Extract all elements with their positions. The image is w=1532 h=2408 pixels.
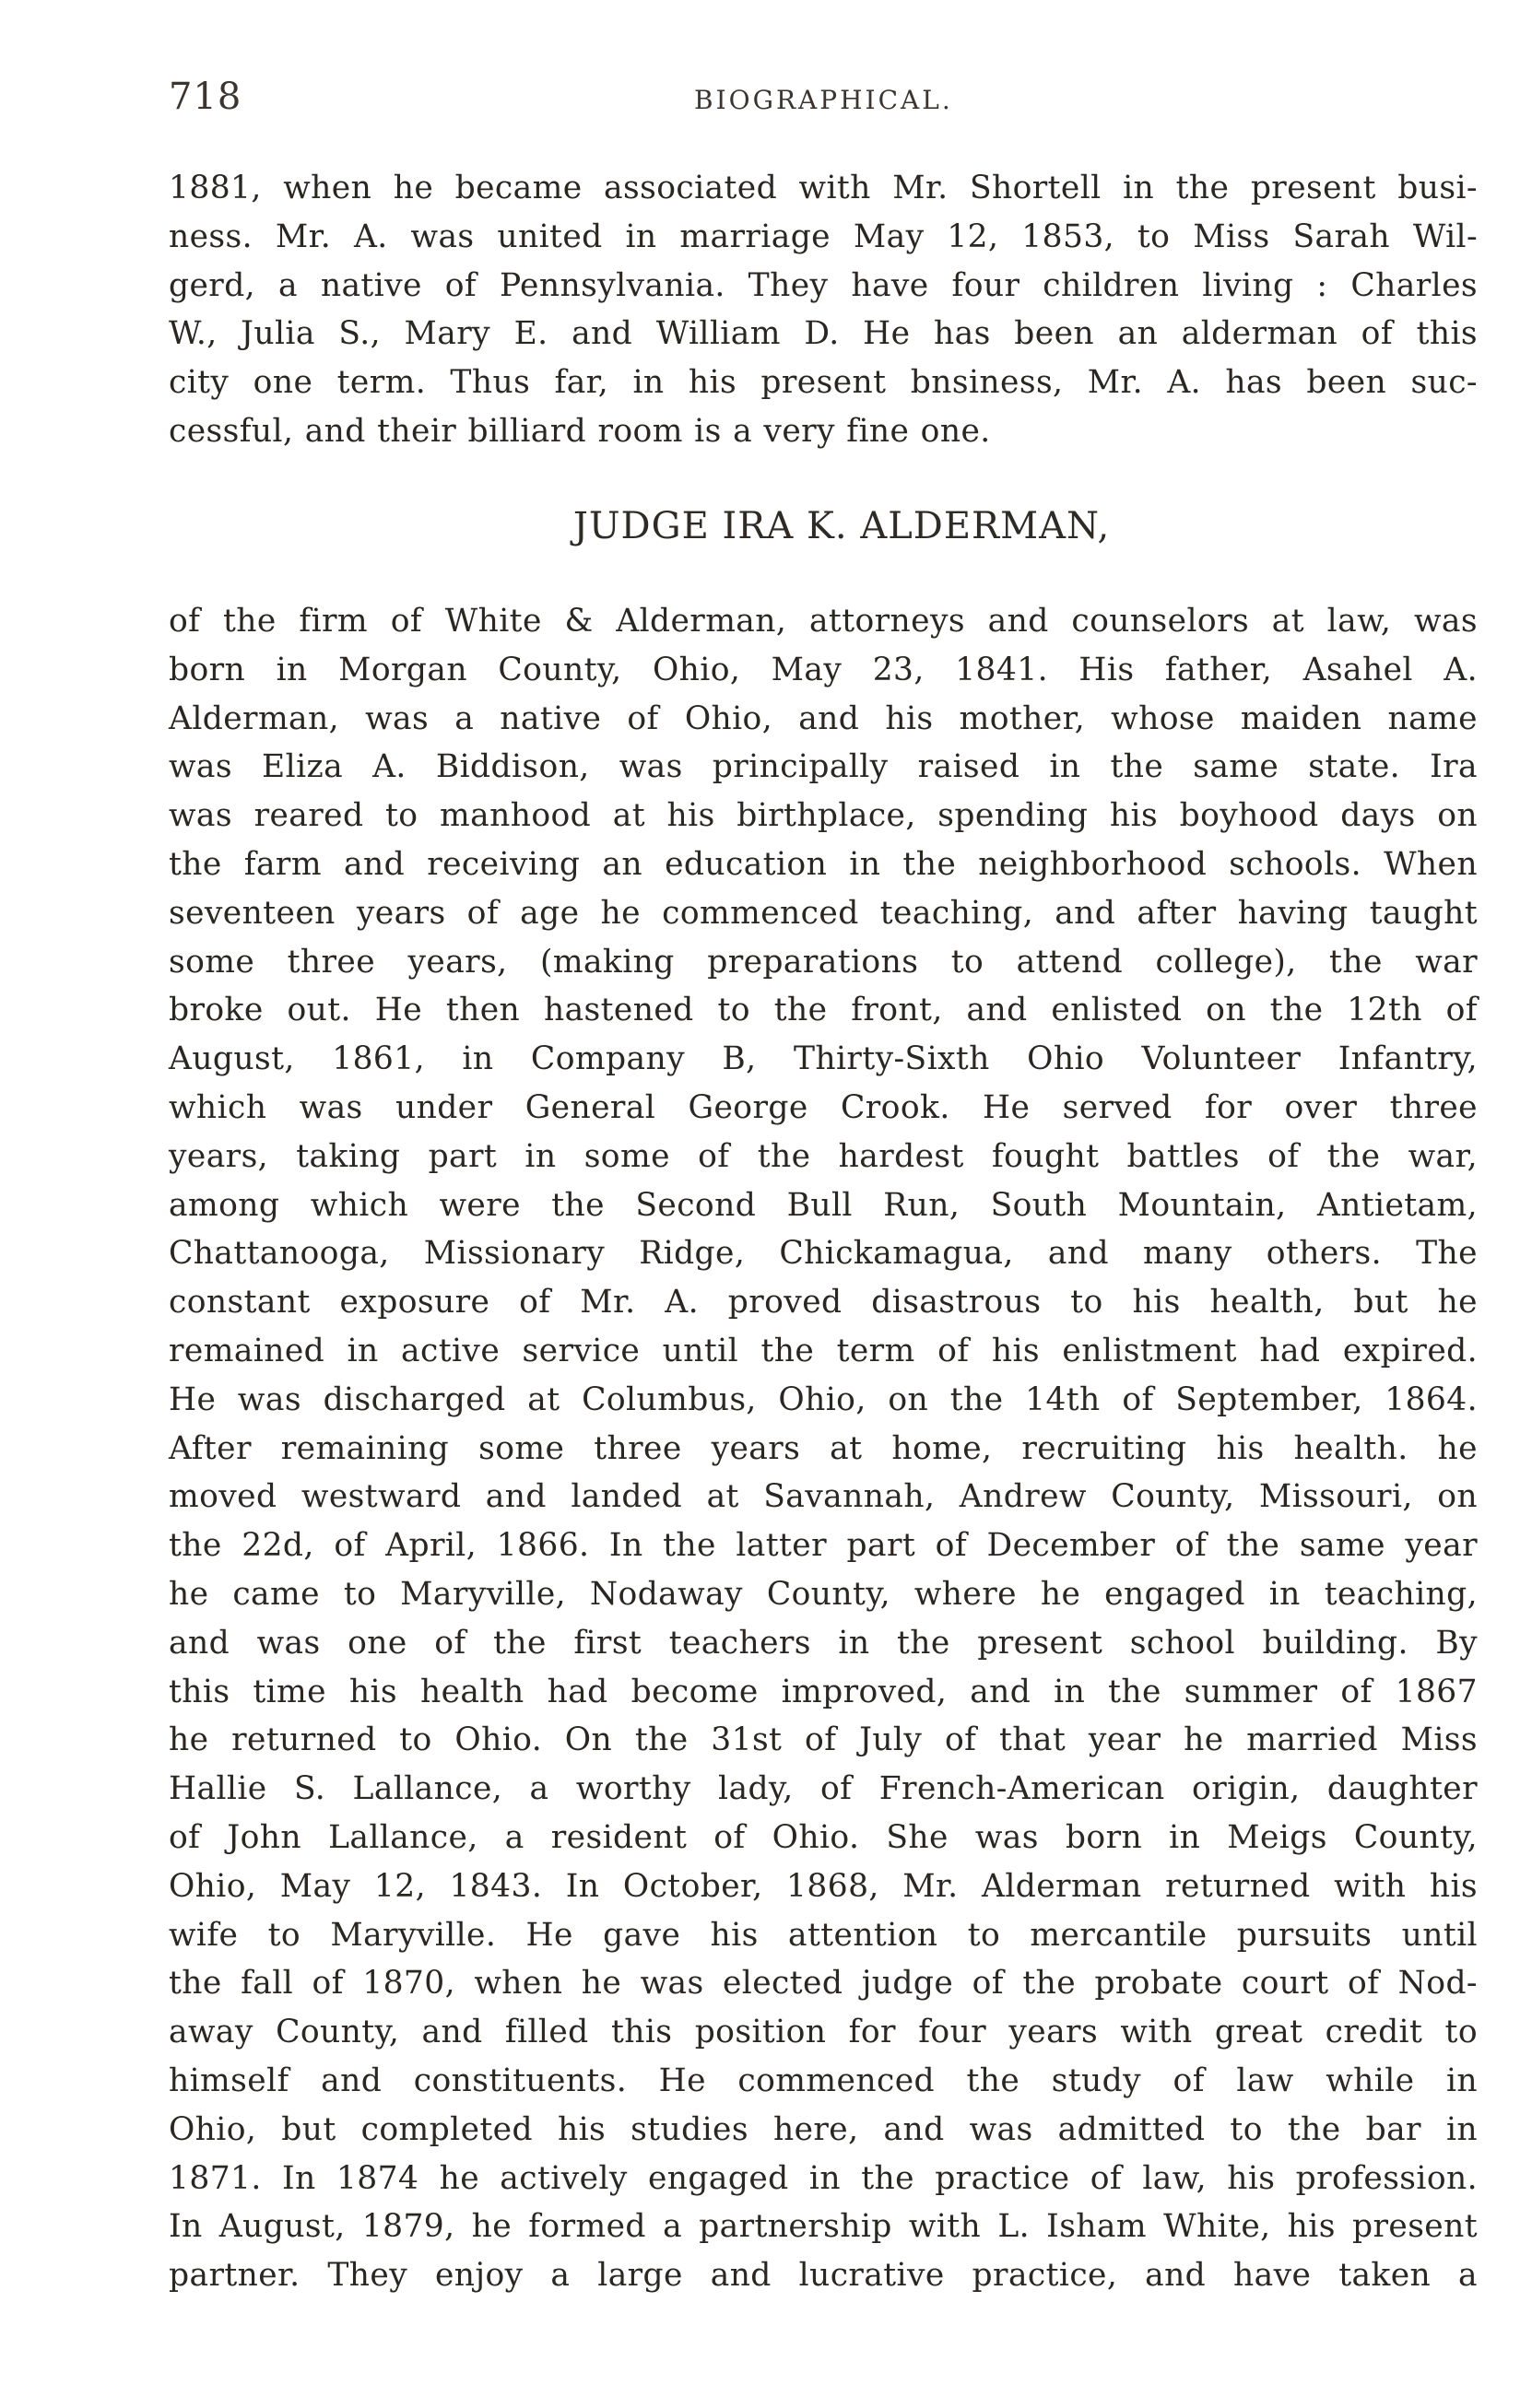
text-line: among which were the Second Bull Run, South Mountain, Antietam, — [169, 1186, 1478, 1224]
text-line: wife to Maryville. He gave his attention to mercantile pursuits until — [169, 1916, 1478, 1954]
text-line: Ohio, May 12, 1843. In October, 1868, Mr. Alderman returned with his — [169, 1867, 1478, 1905]
text-line: was Eliza A. Biddison, was principally raised in the same state. Ira — [169, 748, 1478, 786]
text-line: seventeen years of age he commenced teaching, and after having taught — [169, 894, 1478, 932]
text-line: he came to Maryville, Nodaway County, where he engaged in teaching, — [169, 1575, 1478, 1613]
text-line: 1871. In 1874 he actively engaged in the practice of law, his profession. — [169, 2159, 1478, 2197]
text-line: moved westward and landed at Savannah, Andrew County, Missouri, on — [169, 1478, 1478, 1516]
text-line: broke out. He then hastened to the front, and enlisted on the 12th of — [169, 992, 1478, 1029]
text-line: In August, 1879, he formed a partnership with L. Isham White, his present — [169, 2208, 1478, 2246]
text-line: of the firm of White & Alderman, attorneys and counselors at law, was — [169, 603, 1478, 640]
text-line: constant exposure of Mr. A. proved disastrous to his health, but he — [169, 1284, 1478, 1321]
section-heading: JUDGE IRA K. ALDERMAN, — [572, 505, 1111, 547]
text-line: Alderman, was a native of Ohio, and his mother, whose maiden name — [169, 699, 1478, 737]
text-line: partner. They enjoy a large and lucrative practice, and have taken a — [169, 2257, 1478, 2295]
text-line: ness. Mr. A. was united in marriage May 12, 1853, to Miss Sarah Wil- — [169, 217, 1478, 255]
text-line: Chattanooga, Missionary Ridge, Chickamagua, and many others. The — [169, 1235, 1478, 1273]
text-line: of John Lallance, a resident of Ohio. She was born in Meigs County, — [169, 1818, 1478, 1856]
text-line: W., Julia S., Mary E. and William D. He has been an alderman of this — [169, 315, 1478, 353]
intro-paragraph — [169, 164, 1478, 456]
text-line: the 22d, of April, 1866. In the latter part of December of the same year — [169, 1527, 1478, 1565]
text-line: August, 1861, in Company B, Thirty-Sixth Ohio Volunteer Infantry, — [169, 1040, 1478, 1078]
text-line: away County, and filled this position for four years with great credit to — [169, 2014, 1478, 2051]
text-line: remained in active service until the term of his enlistment had expired. — [169, 1332, 1478, 1369]
text-line: he returned to Ohio. On the 31st of July of that year he married Miss — [169, 1721, 1478, 1759]
text-line: years, taking part in some of the hardest fought battles of the war, — [169, 1137, 1478, 1175]
text-line: cessful, and their billiard room is a very fine one. — [169, 412, 991, 450]
text-line: He was discharged at Columbus, Ohio, on the 14th of September, 1864. — [169, 1380, 1478, 1418]
text-line: the fall of 1870, when he was elected judge of the probate court of Nod- — [169, 1965, 1478, 2003]
text-line: was reared to manhood at his birthplace, spending his boyhood days on — [169, 797, 1478, 835]
text-line: Hallie S. Lallance, a worthy lady, of French-American origin, daughter — [169, 1770, 1478, 1808]
text-line: 1881, when he became associated with Mr. Shortell in the present busi- — [169, 170, 1478, 206]
text-line: which was under General George Crook. He served for over three — [169, 1088, 1478, 1126]
text-line: and was one of the first teachers in the present school building. By — [169, 1624, 1478, 1662]
text-line: the farm and receiving an education in the neighborhood schools. When — [169, 845, 1478, 883]
text-line: himself and constituents. He commenced the study of law while in — [169, 2061, 1478, 2099]
text-line: gerd, a native of Pennsylvania. They have four children living : Charles — [169, 266, 1478, 304]
text-line: this time his health had become improved, and in the summer of 1867 — [169, 1673, 1478, 1710]
text-line: Ohio, but completed his studies here, and was admitted to the bar in — [169, 2110, 1478, 2148]
biography-paragraph — [169, 597, 1478, 2300]
running-head-title: BIOGRAPHICAL. — [694, 85, 953, 115]
running-head — [169, 76, 1478, 131]
text-line: After remaining some three years at home, recruiting his health. he — [169, 1429, 1478, 1467]
text-line: born in Morgan County, Ohio, May 23, 1841. His father, Asahel A. — [169, 651, 1478, 688]
text-line: some three years, (making preparations to attend college), the war — [169, 943, 1478, 981]
text-line: city one term. Thus far, in his present bnsiness, Mr. A. has been suc- — [169, 364, 1478, 402]
page-number: 718 — [169, 76, 242, 118]
